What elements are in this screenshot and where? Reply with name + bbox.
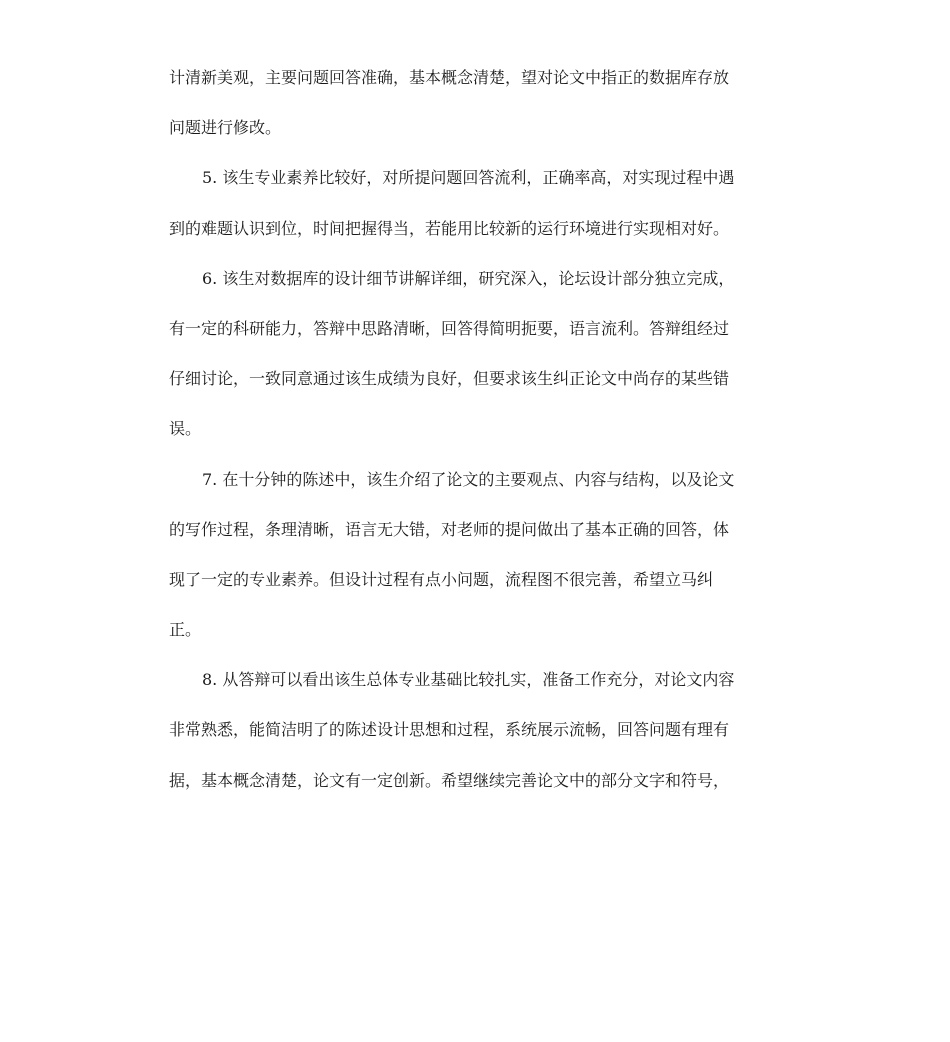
text-line: 仔细讨论，一致同意通过该生成绩为良好，但要求该生纠正论文中尚存的某些错: [169, 369, 730, 389]
text-line: 问题进行修改。: [169, 118, 282, 138]
text-line: 有一定的科研能力，答辩中思路清晰，回答得简明扼要，语言流利。答辩组经过: [169, 318, 730, 338]
paragraph-start-line: 5. 该生专业素养比较好，对所提问题回答流利，正确率高，对实现过程中遇: [202, 168, 735, 188]
text-line: 据，基本概念清楚，论文有一定创新。希望继续完善论文中的部分文字和符号，: [169, 770, 730, 790]
text-line: 现了一定的专业素养。但设计过程有点小问题，流程图不很完善，希望立马纠: [169, 569, 714, 589]
paragraph-start-line: 6. 该生对数据库的设计细节讲解详细，研究深入，论坛设计部分独立完成，: [202, 268, 735, 288]
text-line: 误。: [169, 419, 202, 439]
text-line: 非常熟悉，能简洁明了的陈述设计思想和过程，系统展示流畅，回答问题有理有: [169, 720, 730, 740]
text-line: 的写作过程，条理清晰，语言无大错，对老师的提问做出了基本正确的回答，体: [169, 519, 730, 539]
text-line: 到的难题认识到位，时间把握得当，若能用比较新的运行环境进行实现相对好。: [169, 218, 730, 238]
text-line: 计清新美观，主要问题回答准确，基本概念清楚，望对论文中指正的数据库存放: [169, 68, 730, 87]
paragraph-start-line: 7. 在十分钟的陈述中，该生介绍了论文的主要观点、内容与结构，以及论文: [202, 469, 735, 489]
paragraph-start-line: 8. 从答辩可以看出该生总体专业基础比较扎实，准备工作充分，对论文内容: [202, 670, 735, 690]
document-body: [169, 62, 781, 815]
text-line: 正。: [169, 620, 202, 640]
